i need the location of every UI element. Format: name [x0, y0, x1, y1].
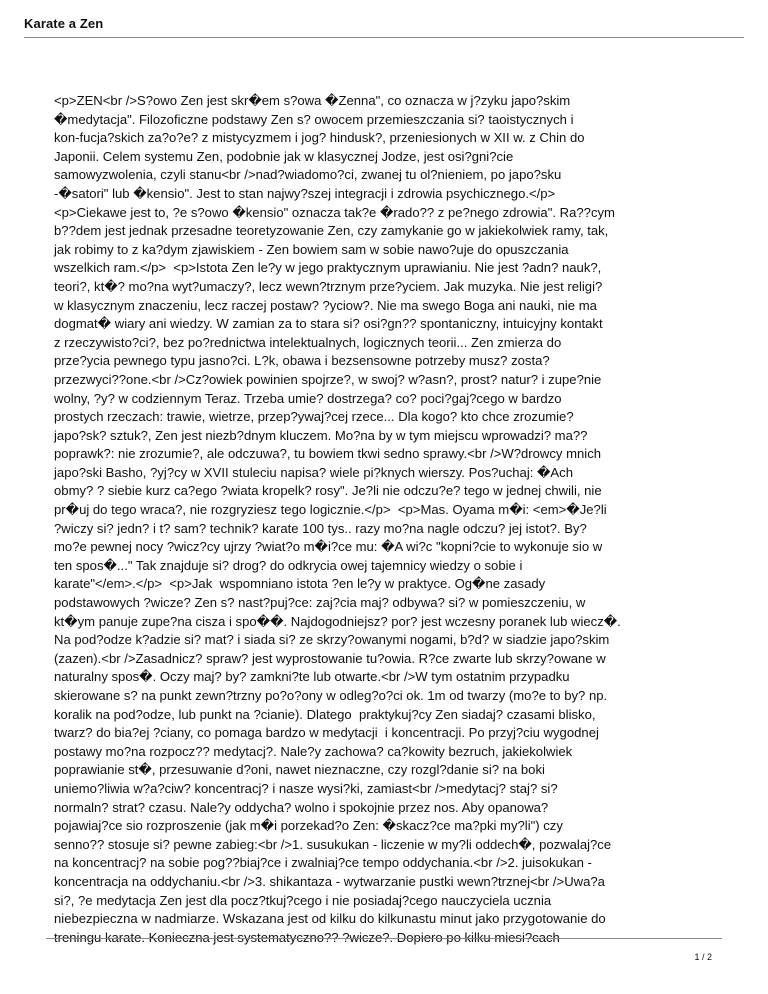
text-line: obmy? ? siebie kurz ca?ego ?wiata kropelk? rosy". Je?li nie odczu?e? tego w jednej chwili, nie	[54, 483, 602, 499]
text-line: z rzeczywisto?ci?, bez po?rednictwa intelektualnych, logicznych teorii... Zen zmierza do	[54, 334, 562, 350]
text-line: treningu karate. Konieczna jest systematyczno?? ?wicze?. Dopiero po kilku miesi?cach	[54, 929, 560, 945]
text-line: (zazen).<br />Zasadnicz? spraw? jest wyprostowanie tu?owia. R?ce zwarte lub skrzy?owane w	[54, 650, 606, 666]
article-body	[54, 92, 722, 947]
text-line: Japonii. Celem systemu Zen, podobnie jak w klasycznej Jodze, jest osi?gni?cie	[54, 148, 514, 164]
text-line: si?, ?e medytacja Zen jest dla pocz?tkuj?cego i nie posiadaj?cego nauczyciela ucznia	[54, 892, 552, 908]
text-line: Na pod?odze k?adzie si? mat? i siada si? ze skrzy?owanymi nogami, b?d? w siadzie japo?skim	[54, 632, 610, 648]
text-line: wszelkich ram.</p> <p>Istota Zen le?y w jego praktycznym uprawianiu. Nie jest ?adn? nauk?,	[54, 260, 602, 276]
header-divider	[24, 37, 744, 38]
text-line: uniemo?liwia w?a?ciw? koncentracj? i nasze wysi?ki, zamiast<br />medytacj? staj? si?	[54, 780, 558, 796]
text-line: prostych rzeczach: trawie, wietrze, przep?ywaj?cej rzece... Dla kogo? kto chce zrozumie?	[54, 409, 574, 425]
text-line: karate"</em>.</p> <p>Jak wspomniano istota ?en le?y w praktyce. Og�ne zasady	[54, 576, 546, 592]
text-line: prze?ycia pewnego typu jasno?ci. L?k, obawa i bezsensowne potrzeby musz? zosta?	[54, 353, 550, 369]
footer-divider	[46, 938, 722, 939]
text-line: normaln? strat? czasu. Nale?y oddycha? wolno i spokojnie przez nos. Aby opanowa?	[54, 799, 549, 815]
text-line: <p>ZEN<br />S?owo Zen jest skr�em s?owa �Zenna", co oznacza w j?zyku japo?skim	[54, 93, 571, 108]
text-line: na koncentracj? na sobie pog??biaj?ce i zwalniaj?ce tempo oddychania.<br />2. juisokukan -	[54, 855, 592, 871]
text-line: japo?ski Basho, ?yj?cy w XVII stuleciu napisa? wiele pi?knych wierszy. Pos?uchaj: �Ach	[54, 464, 573, 480]
text-line: -�satori" lub �kensio". Jest to stan najwy?szej integracji i zdrowia psychicznego.</p>	[54, 185, 556, 201]
text-line: pr�uj do tego wraca?, nie rozgryziesz tego logicznie.</p> <p>Mas. Oyama m�i: <em>�Je?li	[54, 502, 607, 518]
text-line: podstawowych ?wicze? Zen s? nast?puj?ce: zaj?cia maj? odbywa? si? w pomieszczeniu, w	[54, 595, 586, 611]
text-line: niebezpieczna w nadmiarze. Wskazana jest od kilku do kilkunastu minut jako przygotowanie do	[54, 911, 606, 927]
text-line: ten spos�..." Tak znajduje si? drog? do odkrycia owej tajemnicy wiedzy o sobie i	[54, 557, 523, 573]
text-line: teori?, kt�? mo?na wyt?umaczy?, lecz wewn?trznym prze?yciem. Jak muzyka. Nie jest religi?	[54, 278, 603, 294]
text-line: mo?e pewnej nocy ?wicz?cy ujrzy ?wiat?o m�i?ce mu: �A wi?c "kopni?cie to wykonuje sio w	[54, 539, 603, 555]
text-line: postawy mo?na rozpocz?? medytacj?. Nale?y zachowa? ca?kowity bezruch, jakiekolwiek	[54, 743, 573, 759]
text-line: pojawiaj?ce sio rozproszenie (jak m�i porzekad?o Zen: �skacz?ce ma?pki my?li") czy	[54, 818, 563, 834]
text-line: w klasycznym znaczeniu, lecz raczej postaw? ?yciow?. Nie ma swego Boga ani nauki, nie ma	[54, 297, 597, 313]
text-line: naturalny spos�. Oczy maj? by? zamkni?te lub otwarte.<br />W tym ostatnim przypadku	[54, 669, 570, 685]
text-line: dogmat� wiary ani wiedzy. W zamian za to stara si? osi?gn?? spontaniczny, intuicyjny kontakt	[54, 316, 603, 332]
text-line: b??dem jest jednak przesadne teoretyzowanie Zen, czy zamykanie go w jakiekolwiek ramy, tak,	[54, 223, 609, 239]
text-line: skierowane s? na punkt zewn?trzny po?o?ony w odleg?o?ci ok. 1m od twarzy (mo?e to by? np.	[54, 688, 608, 703]
text-line: kon-fucja?skich za?o?e? z mistycyzmem i jog? hindusk?, przeniesionych w XII w. z Chin do	[54, 130, 585, 146]
text-line: przezwyci??one.<br />Cz?owiek powinien spojrze?, w swoj? w?asn?, prost? natur? i zupe?nie	[54, 371, 602, 387]
text-line: senno?? stosuje si? pewne zabieg:<br />1. susukukan - liczenie w my?li oddech�, pozwalaj?ce	[54, 836, 612, 852]
text-line: kt�ym panuje zupe?na cisza i spo��. Najdogodniejsz? por? jest wczesny poranek lub wiecz�.	[54, 613, 621, 629]
text-line: koncentracja na oddychaniu.<br />3. shikantaza - wytwarzanie pustki wewn?trznej<br />Uwa?a	[54, 873, 605, 889]
text-line: samowyzwolenia, czyli stanu<br />nad?wiadomo?ci, zwanej tu ol?nieniem, po japo?sku	[54, 167, 562, 183]
text-line: �medytacja". Filozoficzne podstawy Zen s? owocem przemieszczania si? taoistycznych i	[54, 111, 574, 127]
text-line: jak robimy to z ka?dym zjawiskiem - Zen bowiem sam w sobie nawo?uje do opuszczania	[54, 241, 569, 257]
text-line: koralik na pod?odze, lub punkt na ?cianie). Dlatego praktykuj?cy Zen siadaj? czasami blisko,	[54, 706, 596, 722]
page-header-title: Karate a Zen	[24, 16, 104, 31]
text-line: twarz? do bia?ej ?ciany, co pomaga bardzo w medytacji i koncentracji. Po przyj?ciu wygodnej	[54, 725, 599, 741]
text-line: wolny, ?y? w codziennym Teraz. Trzeba umie? dostrzega? co? poci?gaj?cego w bardzo	[54, 390, 562, 406]
text-line: poprawk?: nie zrozumie?, ale odczuwa?, tu bowiem tkwi sedno sprawy.<br />W?drowcy mnich	[54, 446, 602, 462]
text-line: japo?sk? sztuk?, Zen jest niezb?dnym kluczem. Mo?na by w tym miejscu wprowadzi? ma??	[54, 427, 588, 443]
text-line: <p>Ciekawe jest to, ?e s?owo �kensio" oznacza tak?e �rado?? z pe?nego zdrowia". Ra??cym	[54, 204, 615, 220]
page-number: 1 / 2	[694, 952, 712, 962]
text-line: ?wiczy si? jedn? i t? sam? technik? karate 100 tys.. razy mo?na nagle odczu? jej istot?. By?	[54, 520, 587, 536]
text-line: poprawianie st�, przesuwanie d?oni, nawet nieznaczne, czy rozgl?danie si? na boki	[54, 762, 545, 778]
